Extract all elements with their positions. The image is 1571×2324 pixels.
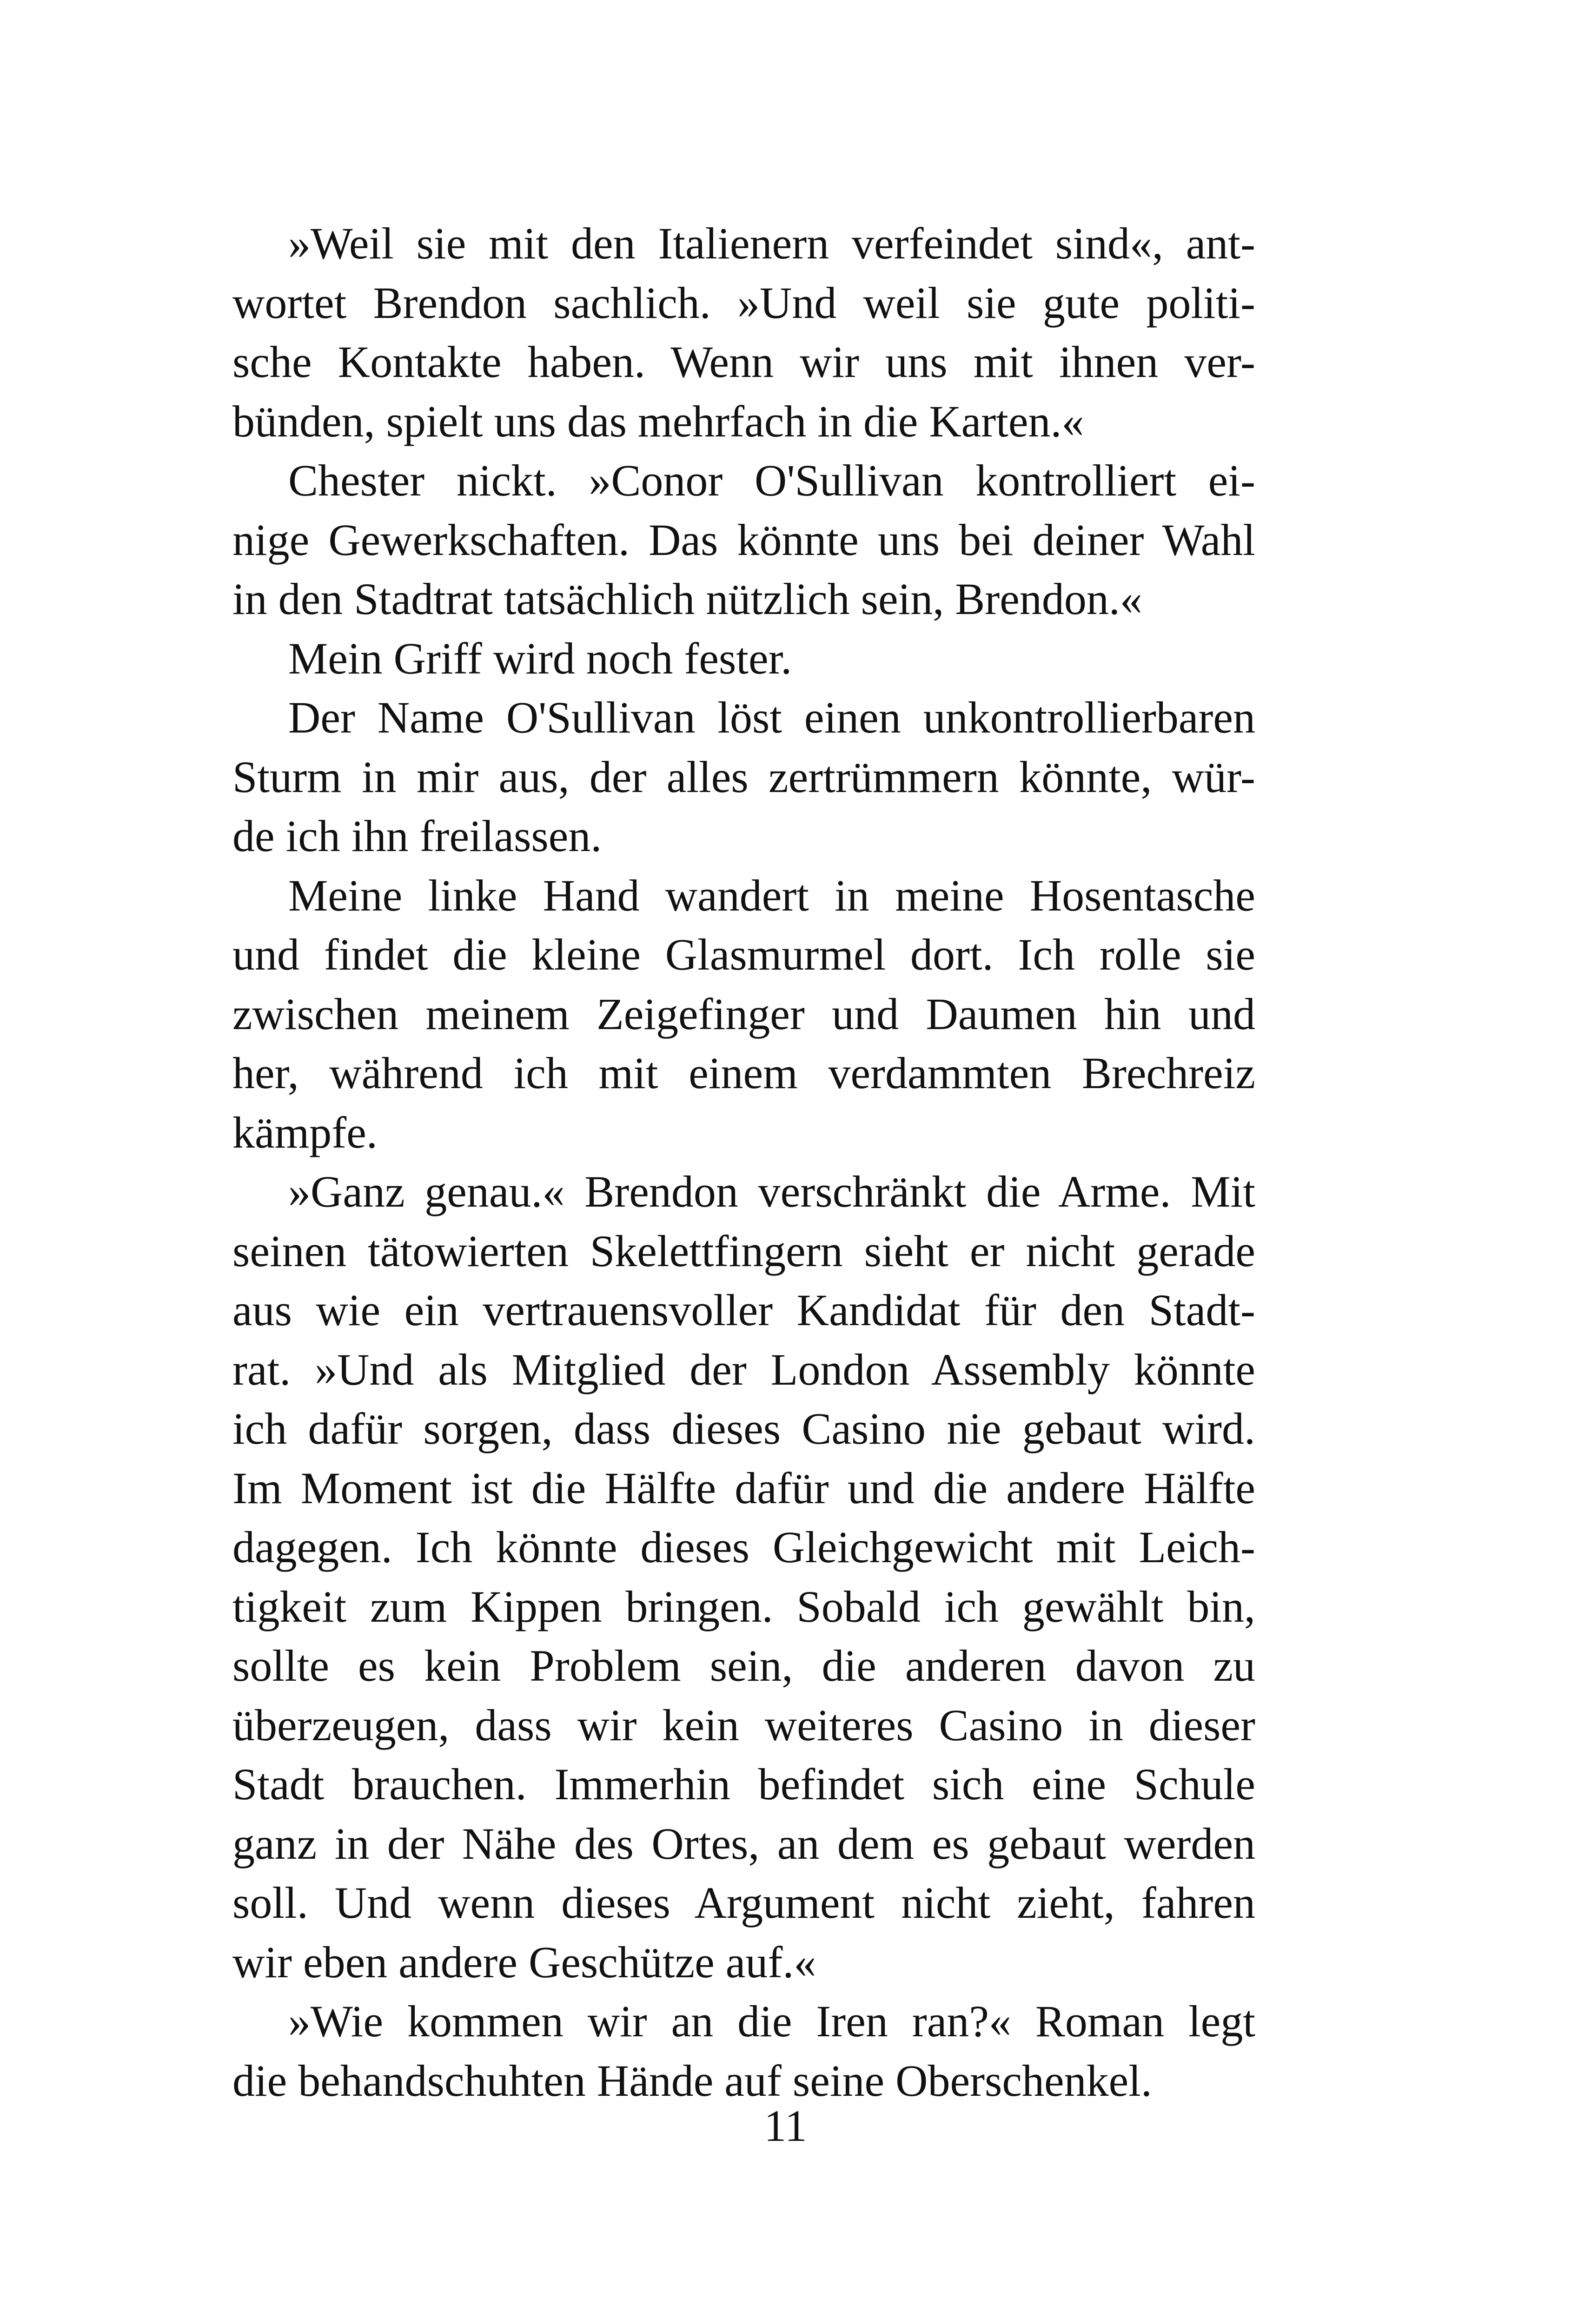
paragraph xyxy=(232,214,1255,451)
text-line: »Ganz genau.« Brendon verschränkt die Arme. Mit xyxy=(288,1167,1255,1216)
text-line: her, während ich mit einem verdammten Brechreiz xyxy=(232,1048,1255,1098)
text-line: nige Gewerkschaften. Das könnte uns bei deiner Wahl xyxy=(232,515,1255,565)
text-line: die behandschuhten Hände auf seine Oberschenkel. xyxy=(232,2055,1152,2106)
text-line: in den Stadtrat tatsächlich nützlich sein, Brendon.« xyxy=(232,574,1142,624)
text-line: Chester nickt. »Conor O'Sullivan kontrolliert ei- xyxy=(288,456,1255,505)
text-line: seinen tätowierten Skelettfingern sieht er nicht gerade xyxy=(232,1226,1255,1276)
text-line: »Weil sie mit den Italienern verfeindet sind«, ant- xyxy=(288,218,1255,268)
text-line: überzeugen, dass wir kein weiteres Casino in dieser xyxy=(232,1700,1255,1750)
text-line: Sturm in mir aus, der alles zertrümmern könnte, wür- xyxy=(232,752,1255,802)
text-line: dagegen. Ich könnte dieses Gleichgewicht mit Leich- xyxy=(232,1522,1255,1572)
text-line: Meine linke Hand wandert in meine Hosentasche xyxy=(288,870,1255,920)
text-line: Mein Griff wird noch fester. xyxy=(288,633,792,683)
text-line: soll. Und wenn dieses Argument nicht zieht, fahren xyxy=(232,1878,1255,1928)
text-line: Im Moment ist die Hälfte dafür und die andere Hälfte xyxy=(232,1463,1255,1513)
paragraph xyxy=(232,866,1255,1162)
text-line: »Wie kommen wir an die Iren ran?« Roman legt xyxy=(288,1996,1255,2046)
body-text xyxy=(232,214,1255,2110)
text-line: sche Kontakte haben. Wenn wir uns mit ihnen ver- xyxy=(232,337,1255,387)
paragraph xyxy=(232,451,1255,629)
text-line: Der Name O'Sullivan löst einen unkontrollierbaren xyxy=(288,693,1255,742)
text-line: zwischen meinem Zeigefinger und Daumen hin und xyxy=(232,989,1255,1039)
text-line: sollte es kein Problem sein, die anderen davon zu xyxy=(232,1641,1255,1690)
text-line: kämpfe. xyxy=(232,1107,378,1157)
text-line: wortet Brendon sachlich. »Und weil sie gute politi- xyxy=(232,277,1255,328)
text-line: ganz in der Nähe des Ortes, an dem es gebaut werden xyxy=(232,1818,1255,1868)
text-line: bünden, spielt uns das mehrfach in die Karten.« xyxy=(232,396,1084,446)
text-line: und findet die kleine Glasmurmel dort. Ich rolle sie xyxy=(232,930,1255,979)
text-line: aus wie ein vertrauensvoller Kandidat für den Stadt- xyxy=(232,1285,1255,1335)
text-line: wir eben andere Geschütze auf.« xyxy=(232,1937,816,1987)
text-line: ich dafür sorgen, dass dieses Casino nie gebaut wird. xyxy=(232,1404,1255,1453)
paragraph xyxy=(232,1162,1255,1992)
paragraph xyxy=(232,1992,1255,2110)
page-number: 11 xyxy=(764,2101,807,2151)
text-line: Stadt brauchen. Immerhin befindet sich eine Schule xyxy=(232,1759,1255,1809)
paragraph xyxy=(232,629,1255,688)
paragraph xyxy=(232,688,1255,866)
text-line: de ich ihn freilassen. xyxy=(232,811,602,861)
text-line: rat. »Und als Mitglied der London Assembly könnte xyxy=(232,1344,1255,1394)
text-line: tigkeit zum Kippen bringen. Sobald ich gewählt bin, xyxy=(232,1581,1255,1631)
